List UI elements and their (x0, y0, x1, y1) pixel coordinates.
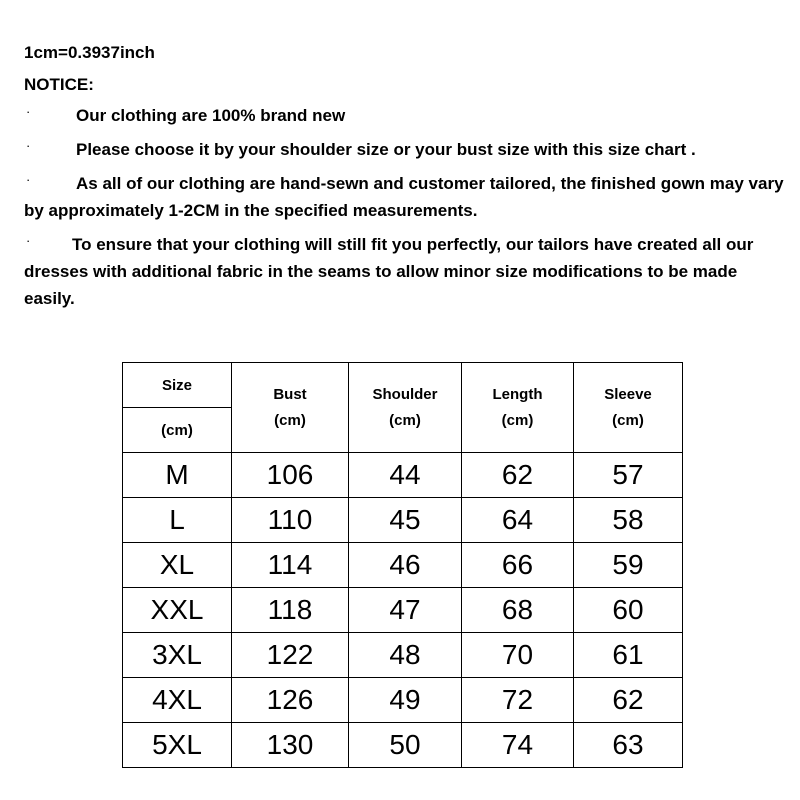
size-cell: M (123, 453, 232, 498)
table-row (123, 723, 683, 768)
length-cell: 66 (462, 543, 574, 588)
shoulder-cell: 47 (349, 588, 462, 633)
shoulder-cell: 44 (349, 453, 462, 498)
column-header-shoulder (349, 363, 462, 453)
notice-title: NOTICE: (24, 75, 94, 94)
column-header-unit: (cm) (389, 411, 421, 429)
sleeve-cell: 60 (574, 588, 683, 633)
notice-item (24, 231, 784, 312)
column-header-name: Bust (273, 385, 307, 403)
shoulder-cell: 48 (349, 633, 462, 678)
size-cell: 5XL (123, 723, 232, 768)
notice-item (24, 136, 784, 163)
bust-cell: 110 (232, 498, 349, 543)
length-cell: 72 (462, 678, 574, 723)
notice-item-text: To ensure that your clothing will still fit you perfectly, our tailors have created all our dresses with additional fabric in the seams to allow minor size modifications to be made easily. (24, 235, 754, 308)
table-row (123, 588, 683, 633)
bullet-icon: · (26, 172, 31, 187)
shoulder-cell: 46 (349, 543, 462, 588)
size-chart-table (122, 362, 683, 768)
notice-item-text: Please choose it by your shoulder size or your bust size with this size chart . (76, 140, 696, 159)
notice-item (24, 170, 784, 224)
notice-item-text: Our clothing are 100% brand new (76, 106, 346, 125)
table-row (123, 543, 683, 588)
size-cell: XL (123, 543, 232, 588)
sleeve-cell: 58 (574, 498, 683, 543)
length-cell: 62 (462, 453, 574, 498)
length-cell: 64 (462, 498, 574, 543)
size-unit-cell (123, 408, 232, 453)
sleeve-cell: 57 (574, 453, 683, 498)
column-header-length (462, 363, 574, 453)
column-header-name: Length (492, 385, 543, 403)
notice-section (24, 38, 784, 319)
conversion-note: 1cm=0.3937inch (24, 43, 155, 62)
bullet-icon: · (26, 104, 31, 119)
length-cell: 74 (462, 723, 574, 768)
notice-item-text: As all of our clothing are hand-sewn and customer tailored, the finished gown may vary by approximately 1-2CM in the specified measurements. (24, 174, 784, 220)
bust-cell: 114 (232, 543, 349, 588)
bullet-icon: · (26, 138, 31, 153)
column-header-unit: (cm) (501, 411, 534, 429)
bust-cell: 126 (232, 678, 349, 723)
column-header-unit: (cm) (612, 411, 644, 429)
column-header-unit: (cm) (274, 411, 306, 429)
size-cell: L (123, 498, 232, 543)
shoulder-cell: 50 (349, 723, 462, 768)
bust-cell: 122 (232, 633, 349, 678)
size-cell: XXL (123, 588, 232, 633)
bust-cell: 118 (232, 588, 349, 633)
table-row (123, 498, 683, 543)
sleeve-cell: 62 (574, 678, 683, 723)
table-row (123, 678, 683, 723)
size-header-label: Size (161, 376, 192, 394)
notice-item (24, 102, 784, 129)
column-header-bust (232, 363, 349, 453)
size-header-cell (123, 363, 232, 408)
table-row (123, 453, 683, 498)
bust-cell: 130 (232, 723, 349, 768)
length-cell: 68 (462, 588, 574, 633)
shoulder-cell: 49 (349, 678, 462, 723)
shoulder-cell: 45 (349, 498, 462, 543)
table-row (123, 633, 683, 678)
column-header-name: Shoulder (372, 385, 438, 403)
sleeve-cell: 63 (574, 723, 683, 768)
bullet-icon: · (26, 233, 31, 248)
size-cell: 3XL (123, 633, 232, 678)
sleeve-cell: 59 (574, 543, 683, 588)
column-header-sleeve (574, 363, 683, 453)
sleeve-cell: 61 (574, 633, 683, 678)
size-unit-label: (cm) (161, 421, 193, 439)
bust-cell: 106 (232, 453, 349, 498)
length-cell: 70 (462, 633, 574, 678)
column-header-name: Sleeve (604, 385, 652, 403)
size-cell: 4XL (123, 678, 232, 723)
